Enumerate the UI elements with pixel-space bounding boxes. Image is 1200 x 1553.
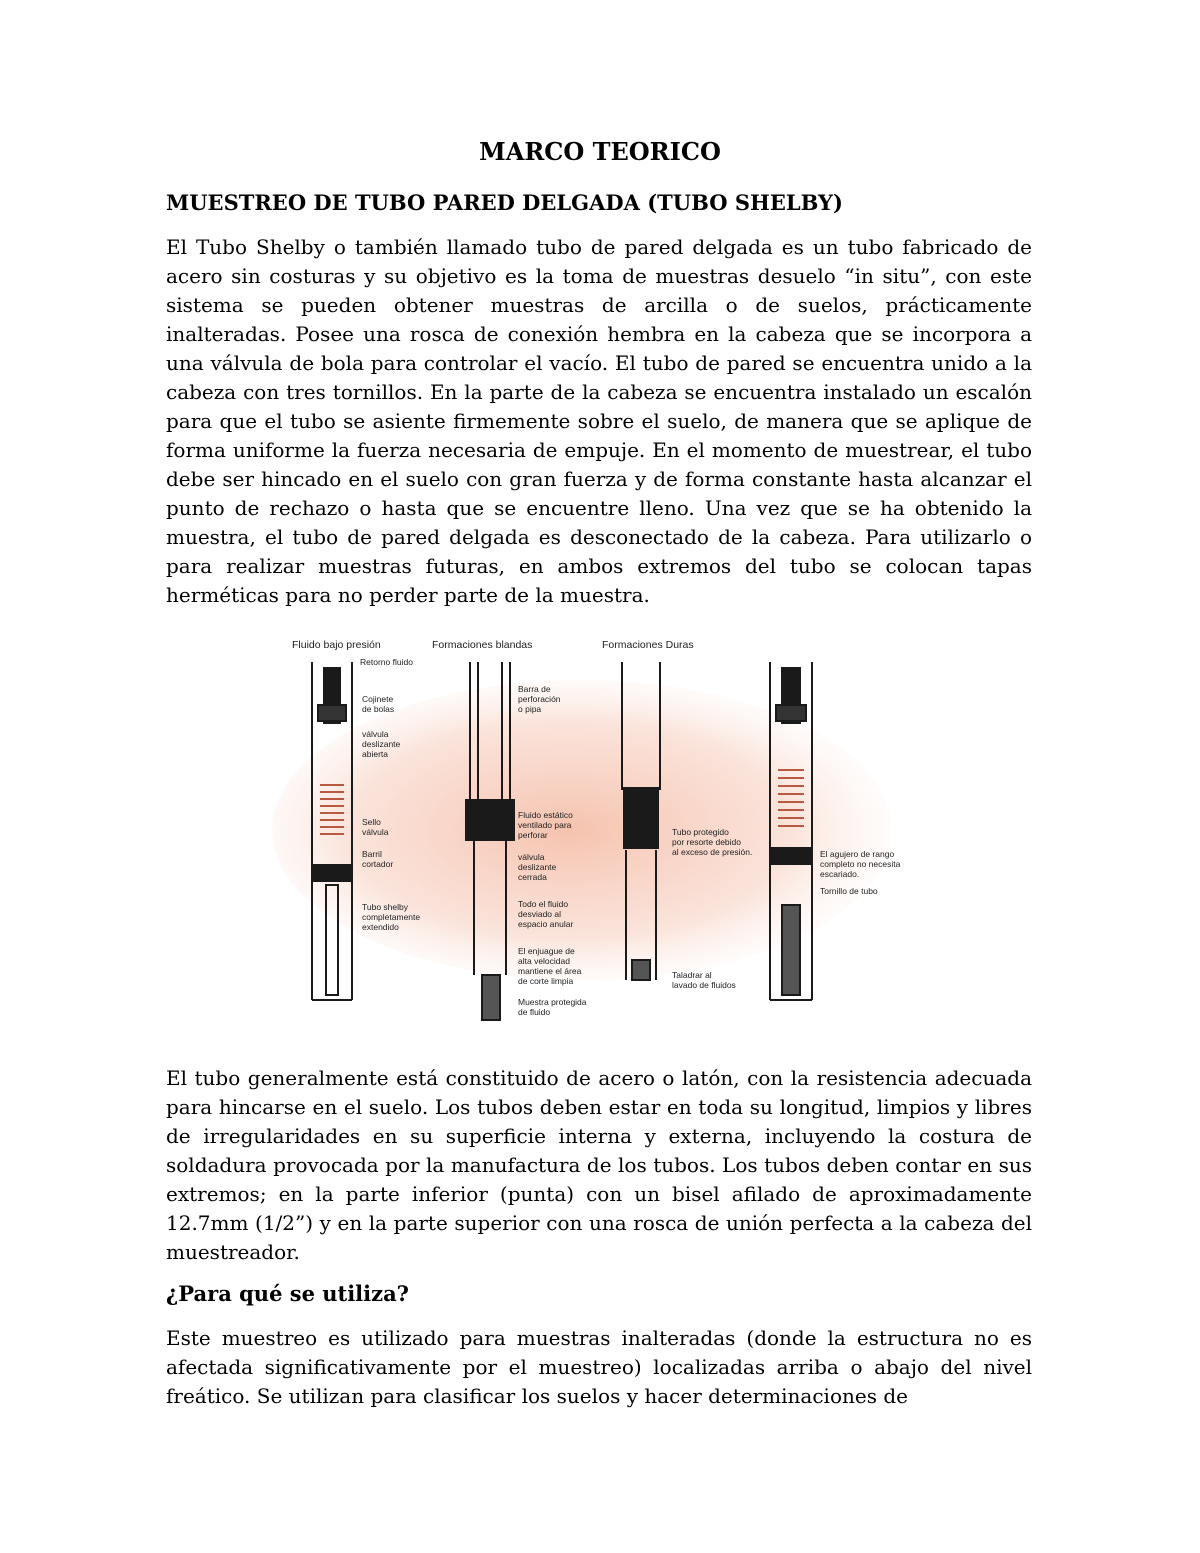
label-barra-2: perforación <box>518 694 561 704</box>
label-enjuague-2: alta velocidad <box>518 956 570 966</box>
panel-title-2: Formaciones blandas <box>432 639 533 651</box>
label-sello-1: Sello <box>362 817 381 827</box>
label-barra-3: o pipa <box>518 704 542 714</box>
label-tubo-protegido-1: Tubo protegido <box>672 827 729 837</box>
label-tubo-ext-1: Tubo shelby <box>362 902 408 912</box>
label-agujero-2: completo no necesita <box>820 859 901 869</box>
label-valvula-abierta-1: válvula <box>362 729 389 739</box>
label-enjuague-4: de corte limpia <box>518 976 574 986</box>
label-barra-1: Barra de <box>518 684 551 694</box>
label-valvula-abierta-2: deslizante <box>362 739 401 749</box>
label-valvula-abierta-3: abierta <box>362 749 388 759</box>
label-muestra-protegida-2: de fluido <box>518 1007 551 1017</box>
label-retorno: Retorno fluido <box>360 657 413 667</box>
label-valvula-cerrada-2: deslizante <box>518 862 557 872</box>
label-todo-fluido-2: desviado al <box>518 909 562 919</box>
label-agujero-1: El agujero de rango <box>820 849 895 859</box>
label-todo-fluido-1: Todo el fluido <box>518 899 569 909</box>
label-barril-1: Barril <box>362 849 382 859</box>
label-cojinete-2: de bolas <box>362 704 395 714</box>
label-todo-fluido-3: espacio anular <box>518 919 574 929</box>
label-cojinete-1: Cojinete <box>362 694 394 704</box>
label-sello-2: válvula <box>362 827 389 837</box>
label-fluido-estatico-3: perforar <box>518 830 548 840</box>
label-muestra-protegida-1: Muestra protegida <box>518 997 587 1007</box>
label-fluido-estatico-1: Fluido estático <box>518 810 573 820</box>
panel-title-3: Formaciones Duras <box>602 639 694 651</box>
label-enjuague-1: El enjuague de <box>518 946 575 956</box>
label-taladrar-2: lavado de fluidos <box>672 980 736 990</box>
paragraph-description: El Tubo Shelby o también llamado tubo de pared delgada es un tubo fabricado de acero sin costuras y su objetivo es la toma de muestras desuelo “in situ”, con este sistema se pueden obtener muestras de arcilla o de suelos, prácticamente inalteradas. Posee una rosca de conexión hembra en la cabeza que se incorpora a una válvula de bola para controlar el vacío. El tubo de pared se encuentra unido a la cabeza con tres tornillos. En la parte de la cabeza se encuentra instalado un escalón para que el tubo se asiente firmemente sobre el suelo, de manera que se aplique de forma uniforme la fuerza necesaria de empuje. En el momento de muestrear, el tubo debe ser hincado en el suelo con gran fuerza y de forma constante hasta alcanzar el punto de rechazo o hasta que se encuentre lleno. Una vez que se ha obtenido la muestra, el tubo de pared delgada es desconectado de la cabeza. Para utilizarlo o para realizar muestras futuras, en ambos extremos del tubo se colocan tapas herméticas para no perder parte de la muestra. <box>166 235 1032 607</box>
label-barril-2: cortador <box>362 859 394 869</box>
panel-title-1: Fluido bajo presión <box>292 639 381 651</box>
label-valvula-cerrada-3: cerrada <box>518 872 547 882</box>
label-tubo-protegido-2: por resorte debido <box>672 837 741 847</box>
label-tubo-ext-3: extendido <box>362 922 399 932</box>
label-enjuague-3: mantiene el área <box>518 966 582 976</box>
label-valvula-cerrada-1: válvula <box>518 852 545 862</box>
subheading-uso: ¿Para qué se utiliza? <box>166 1281 409 1306</box>
label-fluido-estatico-2: ventilado para <box>518 820 572 830</box>
paragraph-uso: Este muestreo es utilizado para muestras inalteradas (donde la estructura no es afectada significativamente por el muestreo) localizadas arriba o abajo del nivel freático. Se utilizan para clasificar los suelos y hacer determinaciones de <box>166 1326 1032 1408</box>
shelby-tube-diagram <box>252 620 928 1046</box>
section-heading: MUESTREO DE TUBO PARED DELGADA (TUBO SHELBY) <box>166 190 843 215</box>
label-tornillo: Tornillo de tubo <box>820 886 878 896</box>
label-taladrar-1: Taladrar al <box>672 970 712 980</box>
page-title: MARCO TEORICO <box>479 137 721 166</box>
label-tubo-protegido-3: al exceso de presión. <box>672 847 753 857</box>
label-tubo-ext-2: completamente <box>362 912 421 922</box>
paragraph-material: El tubo generalmente está constituido de acero o latón, con la resistencia adecuada para hincarse en el suelo. Los tubos deben estar en toda su longitud, limpios y libres de irregularidades en su superficie interna y externa, incluyendo la costura de soldadura provocada por la manufactura de los tubos. Los tubos deben contar en sus extremos; en la parte inferior (punta) con un bisel afilado de aproximadamente 12.7mm (1/2”) y en la parte superior con una rosca de unión perfecta a la cabeza del muestreador. <box>166 1066 1032 1264</box>
label-agujero-3: escariado. <box>820 869 860 879</box>
